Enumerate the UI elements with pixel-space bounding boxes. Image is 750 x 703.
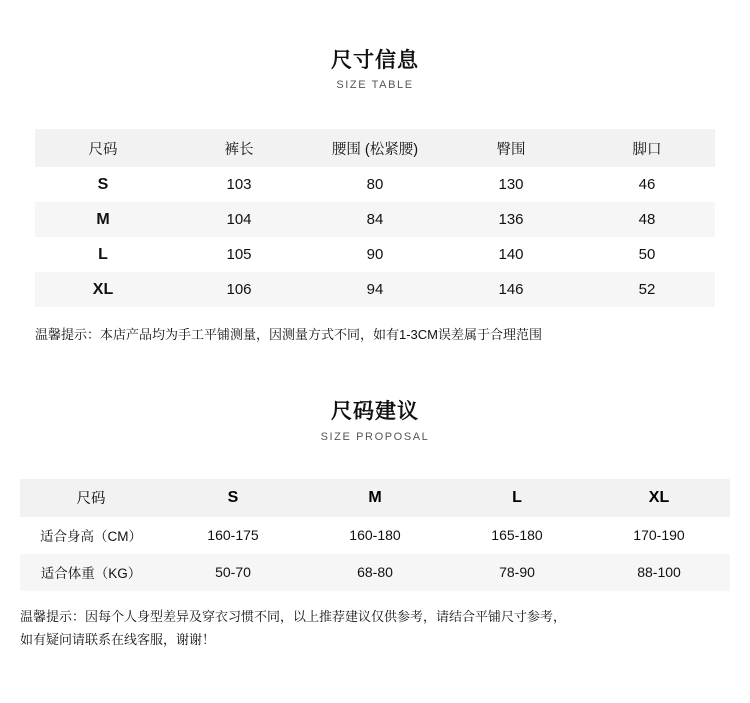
size-proposal-table	[20, 479, 730, 591]
col-header-s: S	[162, 479, 304, 517]
size-proposal-title-en: SIZE PROPOSAL	[320, 430, 430, 443]
table-row	[20, 517, 730, 554]
size-table-head	[35, 129, 715, 167]
size-table	[35, 129, 715, 307]
cell-pant-length: 103	[226, 176, 252, 194]
table-row	[35, 237, 715, 272]
size-proposal-note-line1: 温馨提示：因每个人身型差异及穿衣习惯不同，以上推荐建议仅供参考，请结合平铺尺寸参考，	[20, 608, 567, 624]
table-row	[35, 272, 715, 307]
col-header-waist: 腰围 (松紧腰)	[307, 129, 443, 167]
size-table-body	[35, 167, 715, 307]
size-proposal-table-body	[20, 517, 730, 591]
cell-pant-length: 106	[171, 272, 307, 307]
cell-size: M	[35, 202, 171, 237]
cell-height-l: 165-180	[491, 527, 543, 544]
col-header-leg-opening: 脚口	[579, 129, 715, 167]
col-header-xl: XL	[588, 479, 730, 517]
cell-weight-l: 78-90	[446, 554, 588, 591]
cell-hip: 130	[498, 176, 524, 194]
cell-size: L	[98, 245, 108, 263]
table-header-row	[20, 479, 730, 517]
cell-waist: 94	[307, 272, 443, 307]
size-table-title-en: SIZE TABLE	[336, 79, 414, 92]
col-header-pant-length: 裤长	[171, 129, 307, 167]
col-header-size: 尺码	[35, 129, 171, 167]
col-header-hip: 臀围	[443, 129, 579, 167]
cell-weight-xl: 88-100	[588, 554, 730, 591]
cell-hip: 140	[498, 246, 524, 264]
cell-size: XL	[35, 272, 171, 307]
cell-pant-length: 104	[171, 202, 307, 237]
size-proposal-heading	[0, 399, 750, 442]
size-proposal-title-cn: 尺码建议	[331, 400, 419, 424]
table-header-row	[35, 129, 715, 167]
size-proposal-note	[20, 605, 730, 652]
cell-waist: 80	[366, 176, 384, 194]
cell-height-s: 160-175	[207, 527, 259, 544]
col-header-l: L	[446, 479, 588, 517]
size-proposal-table-head	[20, 479, 730, 517]
col-header-size: 尺码	[20, 479, 162, 517]
cell-waist: 90	[366, 246, 384, 264]
col-header-m: M	[304, 479, 446, 517]
table-row	[35, 167, 715, 202]
size-table-note: 温馨提示：本店产品均为手工平铺测量，因测量方式不同，如有1-3CM误差属于合理范围	[35, 327, 543, 343]
cell-size: S	[97, 175, 109, 193]
row-label-height: 适合身高（CM）	[40, 529, 142, 545]
cell-leg-opening: 50	[638, 246, 656, 264]
cell-waist: 84	[307, 202, 443, 237]
cell-weight-s: 50-70	[162, 554, 304, 591]
size-proposal-note-line2: 如有疑问请联系在线客服，谢谢！	[20, 631, 216, 647]
cell-pant-length: 105	[226, 246, 252, 264]
row-label-weight: 适合体重（KG）	[20, 554, 162, 591]
cell-height-m: 160-180	[349, 527, 401, 544]
size-table-heading	[0, 48, 750, 91]
size-table-title-cn: 尺寸信息	[331, 49, 419, 72]
cell-leg-opening: 46	[638, 176, 656, 194]
table-row	[35, 202, 715, 237]
cell-hip: 136	[443, 202, 579, 237]
cell-weight-m: 68-80	[304, 554, 446, 591]
cell-hip: 146	[443, 272, 579, 307]
cell-leg-opening: 52	[579, 272, 715, 307]
cell-leg-opening: 48	[579, 202, 715, 237]
cell-height-xl: 170-190	[633, 527, 685, 544]
table-row	[20, 554, 730, 591]
